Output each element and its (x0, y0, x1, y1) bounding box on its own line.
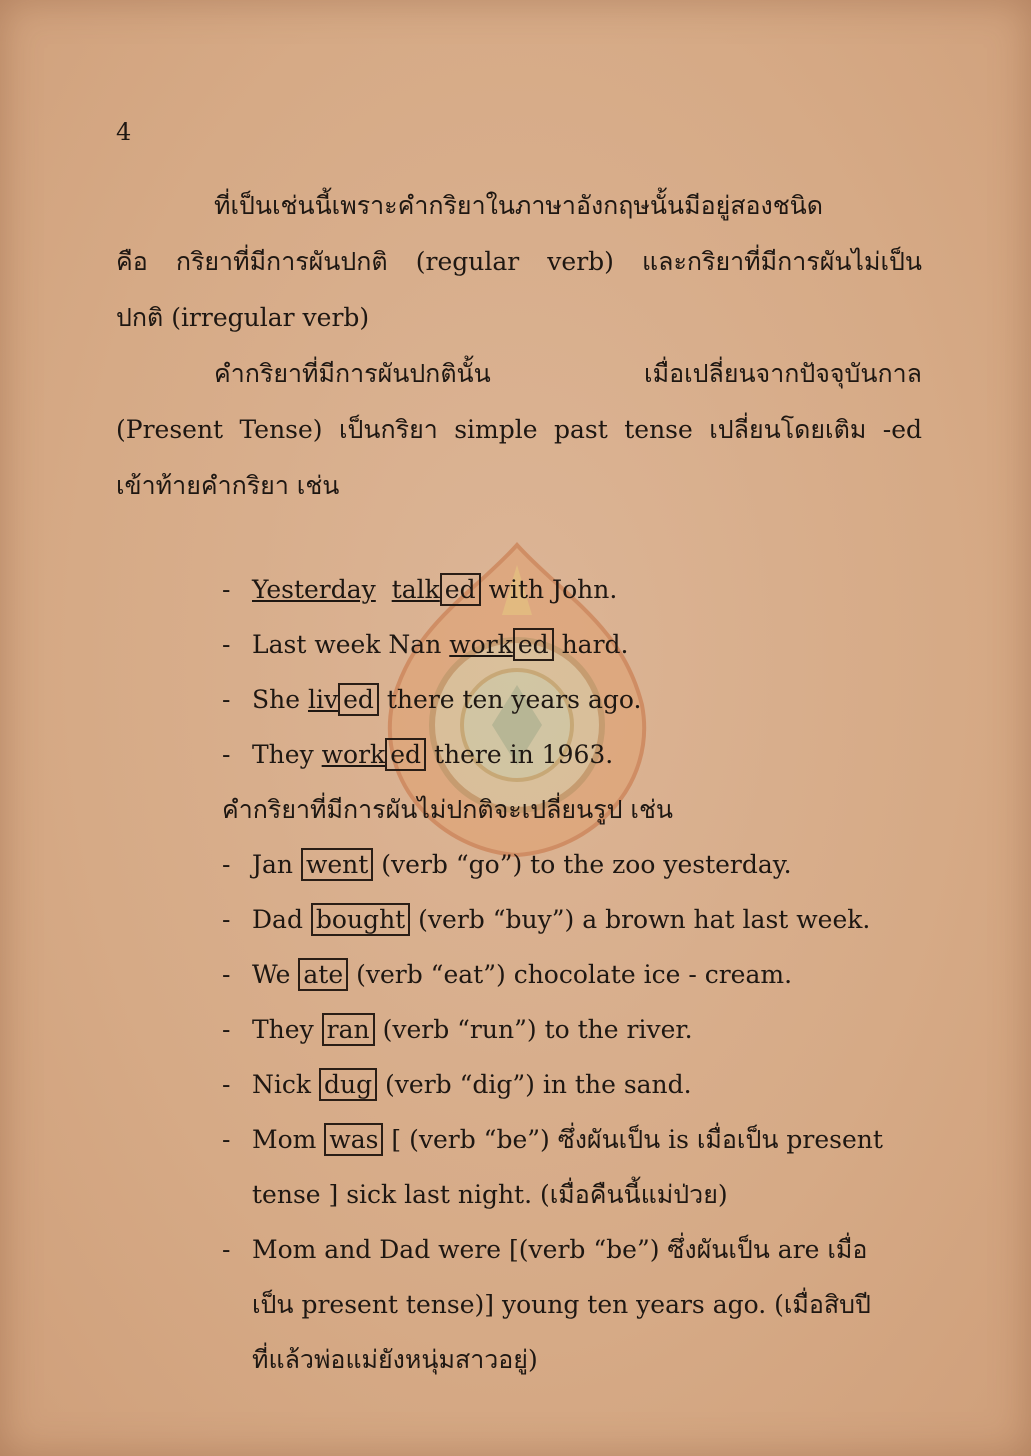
example-rest: (verb “dig”) in the sand. (385, 1070, 692, 1099)
example-rest: (verb “run”) to the river. (382, 1015, 693, 1044)
boxed-suffix: ed (513, 628, 554, 661)
list-item (222, 617, 932, 672)
boxed-verb: bought (311, 903, 410, 936)
bullet-dash: - (222, 740, 231, 769)
example-verb-stem: liv (307, 685, 339, 714)
example-rest: (verb “eat”) chocolate ice - cream. (356, 960, 793, 989)
example-subject: We (252, 960, 291, 989)
example-rest: (verb “buy”) a brown hat last week. (418, 905, 871, 934)
example-rest: with John. (488, 575, 618, 604)
intro-line-1: ที่เป็นเช่นนี้เพราะคำกริยาในภาษาอังกฤษนั้นมีอยู่สองชนิด (214, 191, 824, 220)
boxed-suffix: ed (338, 683, 379, 716)
bullet-dash: - (222, 905, 231, 934)
examples-list (222, 562, 932, 1387)
bullet-dash: - (222, 1070, 231, 1099)
example-subject: Yesterday (252, 575, 376, 604)
list-item (222, 892, 932, 947)
list-item (222, 1222, 932, 1277)
irregular-heading: คำกริยาที่มีการผันไม่ปกติจะเปลี่ยนรูป เช่น (222, 795, 674, 824)
example-subject: Jan (252, 850, 294, 879)
bullet-dash: - (222, 575, 231, 604)
example-subject: Mom (252, 1125, 317, 1154)
list-item (222, 1002, 932, 1057)
regular-line-2: (Present Tense) เป็นกริยา simple past tense เปลี่ยนโดยเติม -ed (116, 415, 922, 444)
example-subject: They (252, 1015, 314, 1044)
intro-line-2: คือ กริยาที่มีการผันปกติ (regular verb) และกริยาที่มีการผันไม่เป็น (116, 247, 922, 276)
example-rest: there ten years ago. (386, 685, 642, 714)
example-subject: They (252, 740, 314, 769)
boxed-verb: ran (322, 1013, 375, 1046)
bullet-dash: - (222, 1235, 231, 1264)
example-verb-stem: talk (391, 575, 440, 604)
regular-line-3: เข้าท้ายคำกริยา เช่น (116, 471, 340, 500)
example-rest: there in 1963. (433, 740, 614, 769)
example-rest: [ (verb “be”) ซึ่งผันเป็น is เมื่อเป็น present (391, 1125, 883, 1154)
list-item-continuation: เป็น present tense)] young ten years ago. (เมื่อสิบปี (252, 1290, 871, 1319)
example-subject: She (252, 685, 301, 714)
list-item (222, 1057, 932, 1112)
list-item (222, 562, 932, 617)
list-item-continuation: ที่แล้วพ่อแม่ยังหนุ่มสาวอยู่) (252, 1345, 538, 1374)
bullet-dash: - (222, 685, 231, 714)
page-number: 4 (116, 118, 132, 146)
regular-verb-paragraph (116, 346, 922, 514)
list-item (222, 727, 932, 782)
example-subject: Dad (252, 905, 303, 934)
example-subject: Last week Nan (252, 630, 442, 659)
bullet-dash: - (222, 1125, 231, 1154)
list-item (222, 947, 932, 1002)
list-item (222, 1112, 932, 1167)
boxed-verb: ate (298, 958, 348, 991)
bullet-dash: - (222, 630, 231, 659)
boxed-suffix: ed (385, 738, 426, 771)
example-subject: Nick (252, 1070, 312, 1099)
intro-line-3: ปกติ (irregular verb) (116, 303, 370, 332)
bullet-dash: - (222, 960, 231, 989)
regular-line-1: คำกริยาที่มีการผันปกตินั้น เมื่อเปลี่ยนจากปัจจุบันกาล (214, 359, 922, 388)
example-rest: (verb “go”) to the zoo yesterday. (381, 850, 792, 879)
example-rest: hard. (561, 630, 629, 659)
boxed-verb: was (324, 1123, 383, 1156)
example-verb-stem: work (321, 740, 386, 769)
list-item-continuation: tense ] sick last night. (เมื่อคืนนี้แม่ป่วย) (252, 1180, 728, 1209)
list-item (222, 837, 932, 892)
boxed-suffix: ed (440, 573, 481, 606)
bullet-dash: - (222, 1015, 231, 1044)
example-text: Mom and Dad were [(verb “be”) ซึ่งผันเป็น are เมื่อ (252, 1235, 868, 1264)
boxed-verb: dug (319, 1068, 377, 1101)
list-item (222, 672, 932, 727)
example-verb-stem: work (449, 630, 513, 659)
boxed-verb: went (301, 848, 373, 881)
intro-paragraph (116, 178, 922, 346)
bullet-dash: - (222, 850, 231, 879)
